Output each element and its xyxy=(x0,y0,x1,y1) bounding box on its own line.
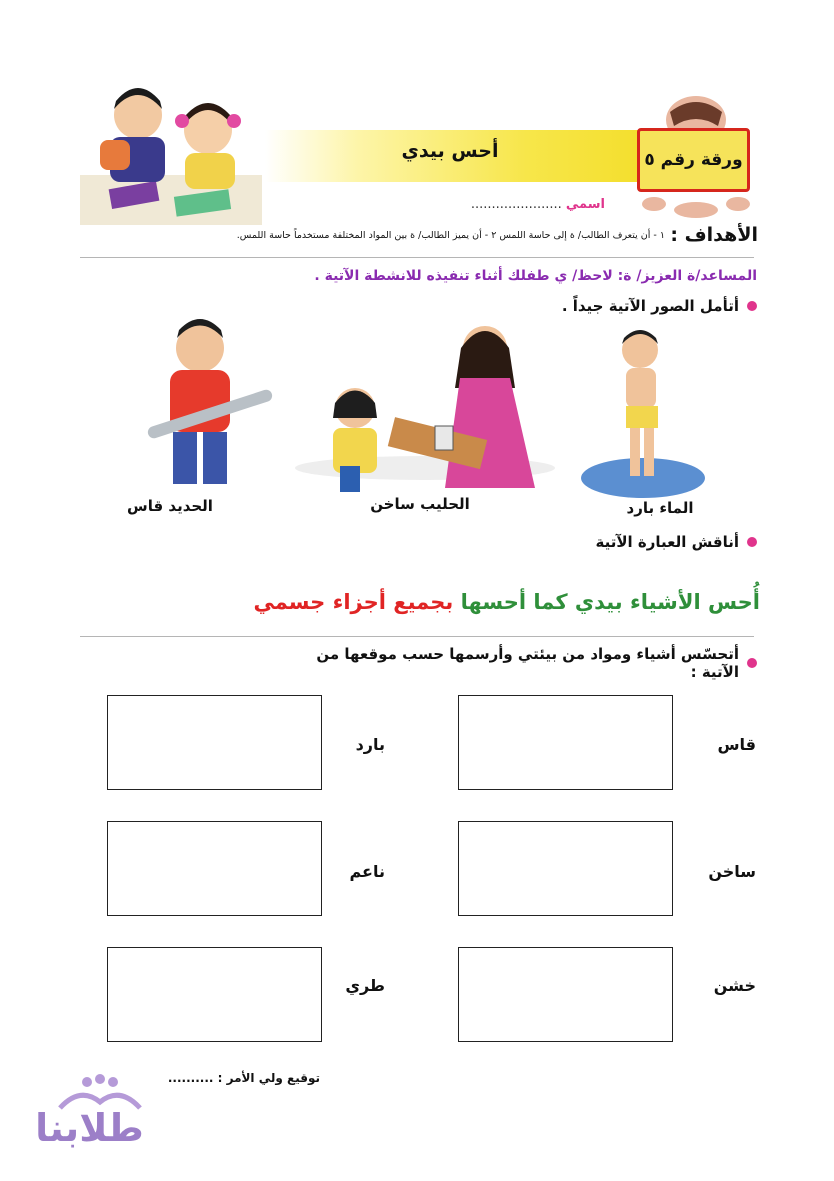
discussion-statement xyxy=(253,590,760,614)
caption-milk: الحليب ساخن xyxy=(370,495,470,513)
word-hard: قاس xyxy=(717,735,756,754)
word-hot: ساخن xyxy=(708,862,756,881)
mother-girl-milk-illustration xyxy=(295,318,555,498)
activity2-instruction xyxy=(500,533,757,551)
statement-part2: بجميع أجزاء جسمي xyxy=(253,590,454,614)
word-soft: طري xyxy=(345,976,385,995)
parent-signature[interactable]: توقيع ولي الأمر : .......... xyxy=(167,1071,320,1085)
caption-iron: الحديد قاس xyxy=(127,497,213,515)
bullet-icon xyxy=(747,537,757,547)
kids-writing-illustration xyxy=(80,85,262,225)
divider xyxy=(80,636,754,637)
activity2-text: أناقش العبارة الآتية xyxy=(595,533,739,551)
activity1-instruction xyxy=(400,297,757,315)
word-rough: خشن xyxy=(713,976,756,995)
name-label: اسمي xyxy=(565,197,605,212)
drawing-box-soft[interactable] xyxy=(107,947,322,1042)
word-cold: بارد xyxy=(355,735,385,754)
goals-heading: الأهداف : xyxy=(670,224,758,246)
boy-iron-rod-illustration xyxy=(125,308,285,488)
page-title: أحس بيدي xyxy=(401,140,499,162)
activity3-text: أتحسّس أشياء ومواد من بيئتي وأرسمها حسب موقعها من الآتية : xyxy=(316,645,739,681)
bullet-icon xyxy=(747,658,757,668)
drawing-box-rough[interactable] xyxy=(458,947,673,1042)
activity3-instruction xyxy=(280,645,757,681)
parent-note: المساعد/ة العزيز/ ة: لاحظ/ ي طفلك أثناء تنفيذه للانشطة الآتية . xyxy=(314,268,757,284)
word-smooth: ناعم xyxy=(349,862,385,881)
drawing-box-cold[interactable] xyxy=(107,695,322,790)
activity1-text: أتأمل الصور الآتية جيداً . xyxy=(561,297,739,315)
worksheet-number-badge: ورقة رقم ٥ xyxy=(637,128,750,192)
site-logo: طلابنا xyxy=(35,1106,144,1150)
name-blank: ...................... xyxy=(470,197,562,212)
divider xyxy=(80,257,754,258)
drawing-box-hot[interactable] xyxy=(458,821,673,916)
goals-text: ١ - أن يتعرف الطالب/ ة إلى حاسة اللمس ٢ - أن يميز الطالب/ ة بين المواد المختلفة مستخدماً حاسة اللمس. xyxy=(236,230,665,241)
name-field[interactable] xyxy=(390,197,605,212)
cold-boy-water-illustration xyxy=(578,320,708,500)
caption-water: الماء بارد xyxy=(626,499,694,517)
drawing-box-smooth[interactable] xyxy=(107,821,322,916)
bullet-icon xyxy=(747,301,757,311)
drawing-box-hard[interactable] xyxy=(458,695,673,790)
statement-part1: أُحس الأشياء بيدي كما أحسها xyxy=(453,590,760,614)
